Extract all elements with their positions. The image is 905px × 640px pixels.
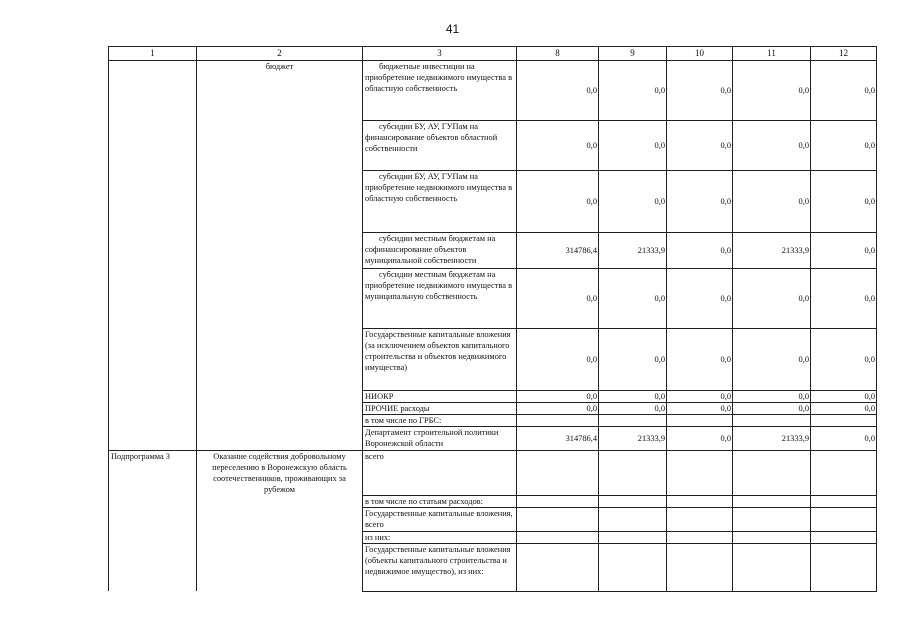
table-row <box>109 269 877 329</box>
expense-label: НИОКР <box>365 392 394 401</box>
expense-description <box>363 507 517 531</box>
page-number: 41 <box>445 22 460 36</box>
expense-description <box>363 531 517 543</box>
program-cell <box>109 403 197 415</box>
value-cell: 0,0 <box>733 171 811 233</box>
program-name-cell <box>197 329 363 391</box>
value-cell: 0,0 <box>811 403 877 415</box>
value-cell: 0,0 <box>517 61 599 121</box>
table-row <box>109 427 877 451</box>
program-name-cell <box>197 403 363 415</box>
value-cell: 0,0 <box>667 61 733 121</box>
value-cell <box>667 495 733 507</box>
program-name-cell <box>197 233 363 269</box>
budget-table <box>108 46 877 592</box>
expense-description <box>363 403 517 415</box>
expense-label: в том числе по статьям расходов: <box>365 496 483 506</box>
program-name-cell <box>197 171 363 233</box>
value-cell <box>811 451 877 496</box>
header-row <box>109 47 877 61</box>
value-cell: 0,0 <box>667 391 733 403</box>
program-cell: Подпрограмма 3 <box>109 451 197 496</box>
expense-description <box>363 415 517 427</box>
table-row <box>109 233 877 269</box>
value-cell: 0,0 <box>667 403 733 415</box>
value-cell: 0,0 <box>599 329 667 391</box>
table-row <box>109 451 877 496</box>
value-cell: 0,0 <box>667 269 733 329</box>
value-cell <box>733 495 811 507</box>
program-cell <box>109 507 197 531</box>
table-row <box>109 403 877 415</box>
program-name-cell <box>197 531 363 543</box>
value-cell <box>667 451 733 496</box>
value-cell: 314786,4 <box>517 233 599 269</box>
expense-description <box>363 171 517 233</box>
value-cell <box>599 543 667 591</box>
value-cell: 0,0 <box>811 233 877 269</box>
table-row <box>109 121 877 171</box>
value-cell: 0,0 <box>667 233 733 269</box>
expense-description <box>363 61 517 121</box>
expense-description <box>363 543 517 591</box>
value-cell <box>733 415 811 427</box>
expense-description <box>363 269 517 329</box>
expense-description <box>363 427 517 451</box>
expense-label: Государственные капитальные вложения (объекты капитального строительства и недвижимое имущество), из них: <box>365 544 511 576</box>
expense-description <box>363 121 517 171</box>
program-cell <box>109 171 197 233</box>
value-cell: 0,0 <box>811 391 877 403</box>
program-name-cell <box>197 391 363 403</box>
program-name-cell <box>197 495 363 507</box>
value-cell: 0,0 <box>811 171 877 233</box>
value-cell <box>811 531 877 543</box>
value-cell <box>517 531 599 543</box>
value-cell: 314786,4 <box>517 427 599 451</box>
program-name-cell <box>197 415 363 427</box>
value-cell <box>667 531 733 543</box>
column-header: 10 <box>667 47 733 61</box>
expense-description <box>363 495 517 507</box>
value-cell: 0,0 <box>599 391 667 403</box>
value-cell: 0,0 <box>733 391 811 403</box>
expense-label: субсидии БУ, АУ, ГУПам на приобретение недвижимого имущества в областную собственность <box>365 172 513 203</box>
value-cell <box>599 531 667 543</box>
expense-description <box>363 451 517 496</box>
program-name-cell <box>197 121 363 171</box>
value-cell <box>733 507 811 531</box>
table-row <box>109 507 877 531</box>
value-cell <box>667 507 733 531</box>
value-cell <box>599 451 667 496</box>
program-cell <box>109 495 197 507</box>
program-name-cell <box>197 543 363 591</box>
value-cell: 0,0 <box>733 329 811 391</box>
table-row <box>109 391 877 403</box>
value-cell: 0,0 <box>667 329 733 391</box>
expense-label: субсидии БУ, АУ, ГУПам на финансирование объектов областной собственности <box>365 122 498 153</box>
expense-description <box>363 391 517 403</box>
program-cell <box>109 329 197 391</box>
value-cell: 0,0 <box>517 391 599 403</box>
column-header: 1 <box>109 47 197 61</box>
value-cell: 0,0 <box>811 121 877 171</box>
program-cell <box>109 543 197 591</box>
value-cell: 0,0 <box>733 403 811 415</box>
program-name-cell <box>197 507 363 531</box>
value-cell <box>667 543 733 591</box>
value-cell <box>517 415 599 427</box>
value-cell: 0,0 <box>811 427 877 451</box>
value-cell <box>599 507 667 531</box>
expense-label: бюджетные инвестиции на приобретение недвижимого имущества в областную собственность <box>365 62 513 93</box>
value-cell <box>667 415 733 427</box>
value-cell: 0,0 <box>517 171 599 233</box>
program-cell <box>109 233 197 269</box>
value-cell: 0,0 <box>599 61 667 121</box>
value-cell: 0,0 <box>811 269 877 329</box>
expense-label: Государственные капитальные вложения, всего <box>365 508 513 529</box>
value-cell <box>733 543 811 591</box>
program-name-cell: бюджет <box>197 61 363 121</box>
table-row <box>109 329 877 391</box>
value-cell: 21333,9 <box>733 233 811 269</box>
value-cell: 0,0 <box>733 269 811 329</box>
value-cell: 0,0 <box>599 269 667 329</box>
program-cell <box>109 61 197 121</box>
value-cell: 0,0 <box>517 329 599 391</box>
table-row <box>109 531 877 543</box>
value-cell: 0,0 <box>599 171 667 233</box>
value-cell: 0,0 <box>811 61 877 121</box>
expense-description <box>363 329 517 391</box>
program-cell <box>109 531 197 543</box>
value-cell: 0,0 <box>667 171 733 233</box>
value-cell: 0,0 <box>599 403 667 415</box>
table-row <box>109 61 877 121</box>
program-name-cell <box>197 269 363 329</box>
value-cell <box>733 451 811 496</box>
value-cell <box>811 543 877 591</box>
value-cell: 0,0 <box>733 121 811 171</box>
program-name-cell <box>197 427 363 451</box>
column-header: 9 <box>599 47 667 61</box>
expense-label: субсидии местным бюджетам на приобретение недвижимого имущества в муниципальную собственность <box>365 270 513 301</box>
value-cell: 0,0 <box>517 269 599 329</box>
value-cell: 0,0 <box>517 403 599 415</box>
table-row <box>109 495 877 507</box>
value-cell <box>517 507 599 531</box>
table-row <box>109 415 877 427</box>
column-header: 3 <box>363 47 517 61</box>
value-cell: 0,0 <box>599 121 667 171</box>
expense-label: Департамент строительной политики Воронежской области <box>365 428 499 448</box>
column-header: 11 <box>733 47 811 61</box>
value-cell: 0,0 <box>517 121 599 171</box>
value-cell: 0,0 <box>667 427 733 451</box>
expense-label: всего <box>365 452 384 461</box>
expense-label: из них: <box>365 532 391 542</box>
value-cell <box>733 531 811 543</box>
value-cell <box>811 495 877 507</box>
program-cell <box>109 269 197 329</box>
value-cell <box>811 507 877 531</box>
expense-label: в том числе по ГРБС: <box>365 416 442 425</box>
value-cell <box>517 451 599 496</box>
value-cell: 0,0 <box>667 121 733 171</box>
program-cell <box>109 427 197 451</box>
value-cell: 0,0 <box>733 61 811 121</box>
table-row <box>109 171 877 233</box>
value-cell <box>599 495 667 507</box>
value-cell <box>811 415 877 427</box>
expense-label: субсидии местным бюджетам на софинансирование объектов муниципальной собственности <box>365 234 496 265</box>
program-cell <box>109 391 197 403</box>
expense-label: ПРОЧИЕ расходы <box>365 404 430 413</box>
value-cell: 0,0 <box>811 329 877 391</box>
expense-label: Государственные капитальные вложения (за исключением объектов капитального строительства и объектов недвижимого имущества) <box>365 330 511 372</box>
value-cell: 21333,9 <box>733 427 811 451</box>
expense-description <box>363 233 517 269</box>
value-cell <box>599 415 667 427</box>
table-row <box>109 543 877 591</box>
column-header: 12 <box>811 47 877 61</box>
value-cell <box>517 543 599 591</box>
value-cell: 21333,9 <box>599 427 667 451</box>
program-cell <box>109 121 197 171</box>
value-cell: 21333,9 <box>599 233 667 269</box>
column-header: 8 <box>517 47 599 61</box>
column-header: 2 <box>197 47 363 61</box>
program-name-cell: Оказание содействия добровольному переселению в Воронежскую область соотечественников, проживающих за рубежом <box>197 451 363 496</box>
value-cell <box>517 495 599 507</box>
program-cell <box>109 415 197 427</box>
